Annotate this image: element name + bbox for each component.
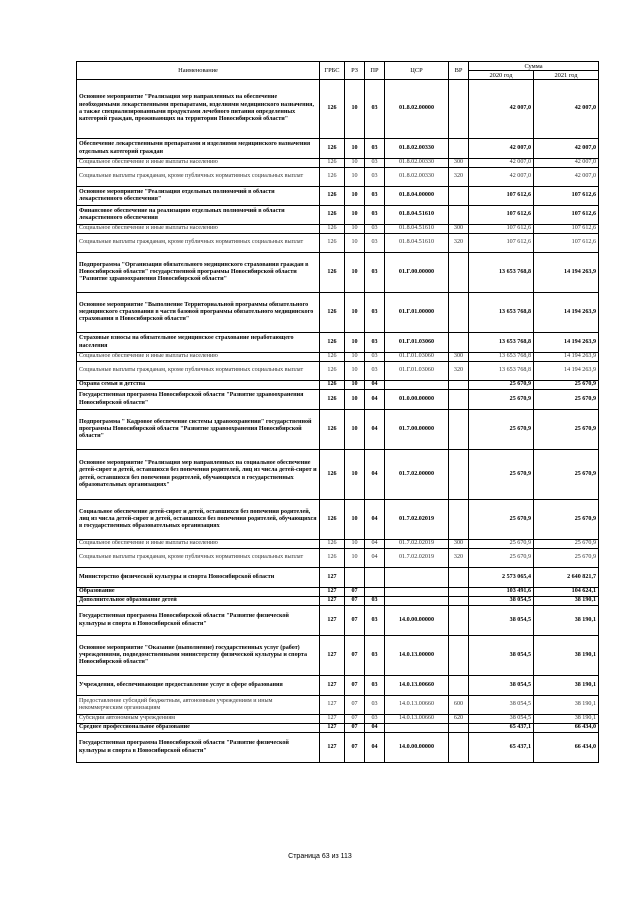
cell-grbs: 127: [320, 597, 345, 606]
cell-csr: 01.7.02.02019: [385, 540, 449, 549]
cell-csr: 01.Г.00.00000: [385, 253, 449, 293]
cell-grbs: 127: [320, 606, 345, 636]
cell-csr: 14.0.00.00000: [385, 733, 449, 763]
cell-amount-2020: 25 670,9: [469, 410, 534, 450]
cell-rz: 07: [345, 676, 365, 696]
cell-rz: 10: [345, 390, 365, 410]
cell-csr: 01.7.02.02019: [385, 500, 449, 540]
cell-pr: 03: [365, 676, 385, 696]
cell-vr: 300: [449, 159, 469, 168]
cell-vr: [449, 410, 469, 450]
cell-grbs: 126: [320, 353, 345, 362]
cell-vr: [449, 293, 469, 333]
header-name: Наименование: [77, 62, 320, 80]
cell-rz: 10: [345, 500, 365, 540]
table-row: [77, 390, 599, 410]
cell-amount-2020: 103 491,6: [469, 588, 534, 597]
cell-rz: 07: [345, 724, 365, 733]
cell-name: Предоставление субсидий бюджетным, автономным учреждениям и иным некоммерческим организациям: [77, 696, 320, 715]
cell-csr: [385, 568, 449, 588]
cell-pr: [365, 568, 385, 588]
table-row: [77, 225, 599, 234]
table-row: [77, 168, 599, 187]
cell-pr: 04: [365, 724, 385, 733]
table-header: [77, 62, 599, 80]
cell-amount-2020: 107 612,6: [469, 225, 534, 234]
cell-amount-2020: 65 437,1: [469, 724, 534, 733]
cell-rz: 10: [345, 540, 365, 549]
cell-amount-2021: 107 612,6: [534, 206, 599, 225]
cell-pr: 03: [365, 234, 385, 253]
table-row: [77, 549, 599, 568]
budget-sheet: [76, 61, 598, 763]
cell-amount-2021: 104 624,1: [534, 588, 599, 597]
table-row: [77, 139, 599, 159]
cell-name: Основное мероприятие "Реализация мер направленных на социальное обеспечение детей-сирот и детей, оставшихся без попечения родителей, лиц из числа детей-сирот и детей, оставшихся без попечения родителей, обучающихся в государственных образовательных организациях": [77, 450, 320, 500]
cell-name: Основное мероприятие "Реализация отдельных полномочий в области лекарственного обеспечения": [77, 187, 320, 206]
cell-csr: [385, 381, 449, 390]
cell-rz: 10: [345, 253, 365, 293]
cell-amount-2021: 14 194 263,9: [534, 333, 599, 353]
cell-rz: 10: [345, 353, 365, 362]
cell-amount-2020: 38 054,5: [469, 597, 534, 606]
cell-csr: 01.7.02.02019: [385, 549, 449, 568]
cell-pr: 03: [365, 80, 385, 139]
table-row: [77, 676, 599, 696]
cell-name: Социальное обеспечение и иные выплаты населению: [77, 159, 320, 168]
cell-name: Подпрограмма "Организация обязательного медицинского страхования граждан в Новосибирской области" государственной программы Новосибирской области "Развитие здравоохранения Новосибирской области": [77, 253, 320, 293]
cell-amount-2021: 38 190,1: [534, 597, 599, 606]
table-row: [77, 568, 599, 588]
cell-name: Образование: [77, 588, 320, 597]
table-row: [77, 234, 599, 253]
cell-rz: 10: [345, 410, 365, 450]
cell-pr: 03: [365, 206, 385, 225]
cell-amount-2020: 25 670,9: [469, 500, 534, 540]
cell-amount-2021: 42 007,0: [534, 80, 599, 139]
cell-amount-2021: 42 007,0: [534, 139, 599, 159]
cell-pr: 04: [365, 500, 385, 540]
cell-amount-2020: 38 054,5: [469, 676, 534, 696]
table-row: [77, 353, 599, 362]
cell-grbs: 127: [320, 715, 345, 724]
cell-grbs: 127: [320, 568, 345, 588]
table-row: [77, 381, 599, 390]
cell-pr: 03: [365, 636, 385, 676]
table-row: [77, 588, 599, 597]
cell-pr: 04: [365, 450, 385, 500]
table-row: [77, 293, 599, 333]
cell-rz: 10: [345, 450, 365, 500]
header-year-2021: 2021 год: [534, 71, 599, 80]
header-csr: ЦСР: [385, 62, 449, 80]
cell-pr: 04: [365, 410, 385, 450]
cell-csr: 14.0.13.00660: [385, 676, 449, 696]
table-row: [77, 500, 599, 540]
table-row: [77, 159, 599, 168]
cell-vr: [449, 568, 469, 588]
budget-table: [76, 61, 599, 763]
cell-grbs: 126: [320, 500, 345, 540]
header-rz: РЗ: [345, 62, 365, 80]
cell-grbs: 126: [320, 333, 345, 353]
cell-rz: 10: [345, 293, 365, 333]
cell-amount-2020: 13 653 768,8: [469, 253, 534, 293]
cell-name: Учреждения, обеспечивающие предоставление услуг в сфере образования: [77, 676, 320, 696]
cell-vr: [449, 733, 469, 763]
cell-csr: 01.Г.01.03060: [385, 362, 449, 381]
cell-amount-2021: 38 190,1: [534, 676, 599, 696]
header-sum: Сумма: [469, 62, 599, 71]
cell-amount-2021: 66 434,0: [534, 724, 599, 733]
table-row: [77, 540, 599, 549]
cell-vr: [449, 253, 469, 293]
cell-name: Финансовое обеспечение на реализацию отдельных полномочий в области лекарственного обеспечения: [77, 206, 320, 225]
cell-rz: 10: [345, 362, 365, 381]
cell-amount-2020: 25 670,9: [469, 390, 534, 410]
cell-amount-2021: 107 612,6: [534, 234, 599, 253]
cell-grbs: 126: [320, 206, 345, 225]
table-row: [77, 724, 599, 733]
cell-rz: 07: [345, 588, 365, 597]
cell-pr: 04: [365, 390, 385, 410]
cell-name: Охрана семьи и детства: [77, 381, 320, 390]
cell-vr: 600: [449, 696, 469, 715]
cell-amount-2021: 38 190,1: [534, 696, 599, 715]
cell-grbs: 126: [320, 168, 345, 187]
cell-csr: 01.7.02.00000: [385, 450, 449, 500]
table-body: [77, 80, 599, 763]
cell-pr: 03: [365, 139, 385, 159]
cell-name: Государственная программа Новосибирской области "Развитие здравоохранения Новосибирской области": [77, 390, 320, 410]
cell-vr: [449, 80, 469, 139]
cell-amount-2020: 38 054,5: [469, 715, 534, 724]
cell-amount-2021: 42 007,0: [534, 159, 599, 168]
cell-amount-2021: 38 190,1: [534, 606, 599, 636]
cell-csr: 01.0.00.00000: [385, 390, 449, 410]
cell-pr: [365, 588, 385, 597]
cell-amount-2020: 25 670,9: [469, 540, 534, 549]
cell-amount-2021: 25 670,9: [534, 381, 599, 390]
cell-amount-2020: 65 437,1: [469, 733, 534, 763]
cell-grbs: 126: [320, 225, 345, 234]
cell-csr: 14.0.13.00660: [385, 696, 449, 715]
cell-name: Государственная программа Новосибирской области "Развитие физической культуры и спорта в Новосибирской области": [77, 606, 320, 636]
cell-pr: 03: [365, 225, 385, 234]
cell-amount-2021: 25 670,9: [534, 540, 599, 549]
cell-rz: 07: [345, 636, 365, 676]
cell-vr: 300: [449, 353, 469, 362]
cell-grbs: 126: [320, 381, 345, 390]
cell-name: Государственная программа Новосибирской области "Развитие физической культуры и спорта в Новосибирской области": [77, 733, 320, 763]
cell-rz: 07: [345, 597, 365, 606]
cell-amount-2021: 38 190,1: [534, 715, 599, 724]
cell-grbs: 126: [320, 253, 345, 293]
cell-pr: 04: [365, 733, 385, 763]
cell-grbs: 126: [320, 450, 345, 500]
cell-pr: 04: [365, 381, 385, 390]
cell-vr: [449, 500, 469, 540]
cell-amount-2020: 42 007,0: [469, 139, 534, 159]
cell-name: Обеспечение лекарственными препаратами и изделиями медицинского назначения отдельных категорий граждан: [77, 139, 320, 159]
cell-amount-2020: 13 653 768,8: [469, 293, 534, 333]
cell-amount-2020: 2 573 065,4: [469, 568, 534, 588]
cell-csr: 01.Г.01.00000: [385, 293, 449, 333]
cell-amount-2021: 38 190,1: [534, 636, 599, 676]
header-pr: ПР: [365, 62, 385, 80]
header-year-2020: 2020 год: [469, 71, 534, 80]
table-row: [77, 696, 599, 715]
cell-csr: [385, 597, 449, 606]
cell-grbs: 127: [320, 588, 345, 597]
cell-vr: 300: [449, 540, 469, 549]
table-row: [77, 362, 599, 381]
cell-name: Субсидии автономным учреждениям: [77, 715, 320, 724]
page-footer: Страница 63 из 113: [288, 853, 352, 860]
cell-rz: 10: [345, 333, 365, 353]
cell-name: Социальное обеспечение и иные выплаты населению: [77, 225, 320, 234]
cell-pr: 03: [365, 293, 385, 333]
cell-pr: 03: [365, 715, 385, 724]
cell-rz: 10: [345, 187, 365, 206]
cell-grbs: 126: [320, 80, 345, 139]
cell-amount-2020: 42 007,0: [469, 159, 534, 168]
cell-name: Социальное обеспечение и иные выплаты населению: [77, 540, 320, 549]
cell-csr: 01.8.02.00000: [385, 80, 449, 139]
cell-pr: 04: [365, 540, 385, 549]
cell-name: Социальное обеспечение и иные выплаты населению: [77, 353, 320, 362]
cell-vr: 320: [449, 549, 469, 568]
cell-grbs: 126: [320, 549, 345, 568]
table-row: [77, 733, 599, 763]
cell-pr: 04: [365, 549, 385, 568]
cell-amount-2021: 25 670,9: [534, 410, 599, 450]
cell-vr: 320: [449, 362, 469, 381]
cell-csr: 01.8.02.00330: [385, 159, 449, 168]
cell-grbs: 126: [320, 159, 345, 168]
cell-vr: 300: [449, 225, 469, 234]
cell-csr: [385, 724, 449, 733]
cell-rz: 07: [345, 733, 365, 763]
cell-rz: 10: [345, 139, 365, 159]
cell-rz: 10: [345, 549, 365, 568]
cell-pr: 03: [365, 362, 385, 381]
cell-amount-2021: 14 194 263,9: [534, 293, 599, 333]
cell-amount-2021: 25 670,9: [534, 500, 599, 540]
cell-rz: 10: [345, 206, 365, 225]
cell-amount-2020: 38 054,5: [469, 696, 534, 715]
cell-rz: 10: [345, 225, 365, 234]
table-row: [77, 636, 599, 676]
cell-grbs: 126: [320, 410, 345, 450]
table-row: [77, 597, 599, 606]
cell-rz: 07: [345, 715, 365, 724]
table-row: [77, 606, 599, 636]
cell-name: Министерство физической культуры и спорта Новосибирской области: [77, 568, 320, 588]
cell-name: Подпрограмма " Кадровое обеспечение системы здравоохранения" государственной программы Новосибирской области "Развитие здравоохранения Новосибирской области": [77, 410, 320, 450]
cell-vr: [449, 333, 469, 353]
cell-vr: 320: [449, 168, 469, 187]
cell-amount-2021: 25 670,9: [534, 390, 599, 410]
cell-amount-2020: 38 054,5: [469, 636, 534, 676]
cell-amount-2021: 107 612,6: [534, 225, 599, 234]
cell-vr: 620: [449, 715, 469, 724]
cell-grbs: 126: [320, 540, 345, 549]
cell-vr: [449, 187, 469, 206]
cell-csr: 01.8.04.51610: [385, 206, 449, 225]
cell-amount-2020: 25 670,9: [469, 450, 534, 500]
cell-grbs: 127: [320, 724, 345, 733]
cell-name: Основное мероприятие "Выполнение Территориальной программы обязательного медицинского страхования в части базовой программы обязательного медицинского страхования в Новосибирской области": [77, 293, 320, 333]
cell-vr: [449, 597, 469, 606]
cell-rz: 10: [345, 80, 365, 139]
table-row: [77, 206, 599, 225]
cell-grbs: 126: [320, 234, 345, 253]
cell-amount-2021: 107 612,6: [534, 187, 599, 206]
cell-csr: 01.8.04.00000: [385, 187, 449, 206]
cell-amount-2020: 13 653 768,8: [469, 353, 534, 362]
cell-csr: 01.Г.01.03060: [385, 333, 449, 353]
cell-grbs: 126: [320, 293, 345, 333]
cell-vr: [449, 606, 469, 636]
table-row: [77, 410, 599, 450]
cell-rz: [345, 568, 365, 588]
cell-grbs: 127: [320, 696, 345, 715]
cell-pr: 03: [365, 597, 385, 606]
cell-grbs: 127: [320, 636, 345, 676]
cell-csr: 01.8.02.00330: [385, 139, 449, 159]
table-row: [77, 187, 599, 206]
cell-amount-2021: 25 670,9: [534, 450, 599, 500]
table-row: [77, 253, 599, 293]
cell-csr: 14.0.00.00000: [385, 606, 449, 636]
table-row: [77, 450, 599, 500]
cell-amount-2021: 66 434,0: [534, 733, 599, 763]
table-row: [77, 80, 599, 139]
table-row: [77, 715, 599, 724]
cell-vr: [449, 588, 469, 597]
cell-rz: 10: [345, 381, 365, 390]
cell-amount-2021: 2 640 821,7: [534, 568, 599, 588]
cell-vr: [449, 724, 469, 733]
cell-csr: 14.0.13.00000: [385, 636, 449, 676]
cell-pr: 03: [365, 168, 385, 187]
cell-csr: [385, 588, 449, 597]
cell-amount-2020: 42 007,0: [469, 168, 534, 187]
cell-name: Страховые взносы на обязательное медицинское страхование неработающего населения: [77, 333, 320, 353]
cell-amount-2020: 107 612,6: [469, 206, 534, 225]
cell-name: Основное мероприятие "Реализация мер направленных на обеспечение необходимыми лекарственными препаратами, изделиями медицинского назначения, а также специализированными продуктами лечебного питания определенных категорий граждан, проживающих на территории Новосибирской области": [77, 80, 320, 139]
cell-name: Социальные выплаты гражданам, кроме публичных нормативных социальных выплат: [77, 234, 320, 253]
cell-name: Основное мероприятие "Оказание (выполнение) государственных услуг (работ) учреждениями, подведомственными министерству физической культуры и спорта Новосибирской области": [77, 636, 320, 676]
cell-name: Социальное обеспечение детей-сирот и детей, оставшихся без попечения родителей, лиц из числа детей-сирот и детей, оставшихся без попечения родителей, обучающихся в государственных образовательных организациях: [77, 500, 320, 540]
cell-csr: 01.7.00.00000: [385, 410, 449, 450]
cell-amount-2021: 14 194 263,9: [534, 253, 599, 293]
cell-name: Социальные выплаты гражданам, кроме публичных нормативных социальных выплат: [77, 549, 320, 568]
header-vr: ВР: [449, 62, 469, 80]
cell-rz: 10: [345, 234, 365, 253]
cell-grbs: 126: [320, 187, 345, 206]
table-row: [77, 333, 599, 353]
cell-pr: 03: [365, 696, 385, 715]
cell-grbs: 127: [320, 676, 345, 696]
cell-name: Дополнительное образование детей: [77, 597, 320, 606]
cell-rz: 10: [345, 159, 365, 168]
cell-pr: 03: [365, 353, 385, 362]
cell-vr: [449, 390, 469, 410]
cell-amount-2020: 13 653 768,8: [469, 333, 534, 353]
cell-rz: 10: [345, 168, 365, 187]
cell-amount-2020: 42 007,0: [469, 80, 534, 139]
cell-amount-2021: 25 670,9: [534, 549, 599, 568]
cell-name: Среднее профессиональное образование: [77, 724, 320, 733]
cell-vr: [449, 381, 469, 390]
cell-vr: [449, 206, 469, 225]
cell-vr: [449, 450, 469, 500]
cell-amount-2020: 107 612,6: [469, 187, 534, 206]
cell-vr: [449, 676, 469, 696]
cell-grbs: 127: [320, 733, 345, 763]
cell-amount-2020: 13 653 768,8: [469, 362, 534, 381]
cell-pr: 03: [365, 159, 385, 168]
cell-csr: 01.Г.01.03060: [385, 353, 449, 362]
cell-amount-2020: 25 670,9: [469, 381, 534, 390]
cell-name: Социальные выплаты гражданам, кроме публичных нормативных социальных выплат: [77, 362, 320, 381]
cell-rz: 07: [345, 606, 365, 636]
cell-csr: 01.8.02.00330: [385, 168, 449, 187]
cell-amount-2021: 42 007,0: [534, 168, 599, 187]
cell-pr: 03: [365, 187, 385, 206]
cell-grbs: 126: [320, 390, 345, 410]
cell-amount-2020: 25 670,9: [469, 549, 534, 568]
cell-pr: 03: [365, 253, 385, 293]
cell-amount-2020: 107 612,6: [469, 234, 534, 253]
cell-csr: 01.8.04.51610: [385, 234, 449, 253]
cell-name: Социальные выплаты гражданам, кроме публичных нормативных социальных выплат: [77, 168, 320, 187]
cell-vr: 320: [449, 234, 469, 253]
cell-vr: [449, 139, 469, 159]
cell-csr: 14.0.13.00660: [385, 715, 449, 724]
cell-rz: 07: [345, 696, 365, 715]
cell-pr: 03: [365, 333, 385, 353]
cell-amount-2020: 38 054,5: [469, 606, 534, 636]
cell-grbs: 126: [320, 362, 345, 381]
cell-pr: 03: [365, 606, 385, 636]
cell-amount-2021: 14 194 263,9: [534, 353, 599, 362]
header-grbs: ГРБС: [320, 62, 345, 80]
cell-grbs: 126: [320, 139, 345, 159]
cell-amount-2021: 14 194 263,9: [534, 362, 599, 381]
cell-vr: [449, 636, 469, 676]
cell-csr: 01.8.04.51610: [385, 225, 449, 234]
